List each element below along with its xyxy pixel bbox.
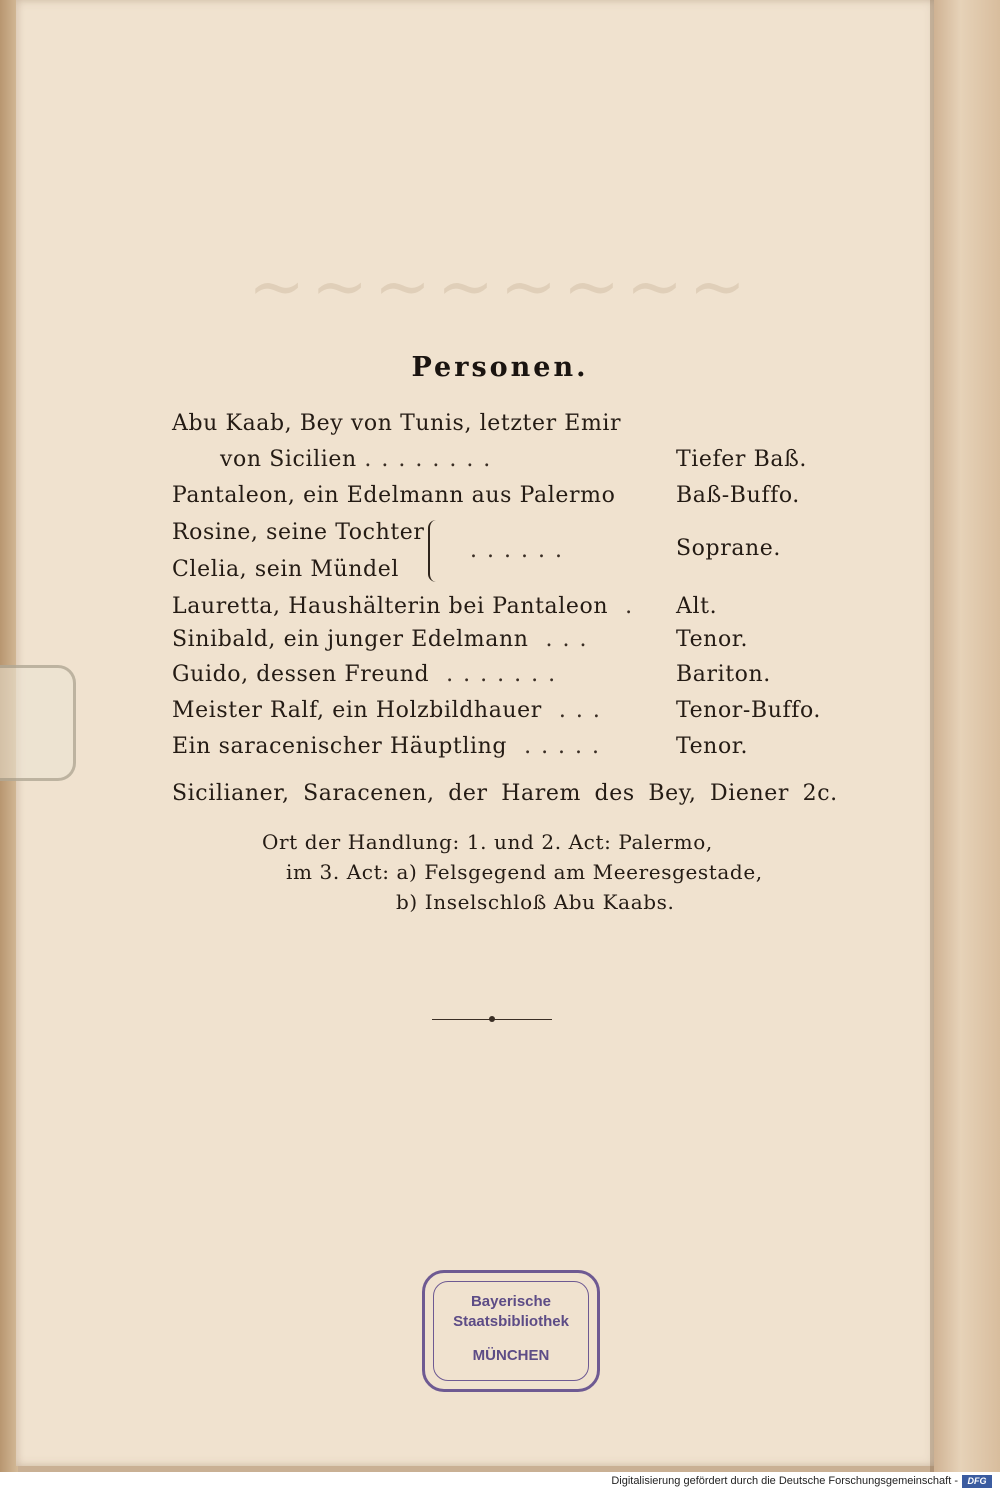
stamp-line: Staatsbibliothek bbox=[453, 1313, 569, 1330]
cast-role: Rosine, seine Tochter bbox=[172, 520, 425, 545]
stamp-line: Bayerische bbox=[470, 1293, 552, 1310]
footer-bar bbox=[0, 1472, 1000, 1492]
cast-voice: Tenor-Buffo. bbox=[676, 698, 822, 723]
stamp-line: MÜNCHEN bbox=[472, 1347, 550, 1364]
leader-dots: ........ bbox=[364, 447, 501, 472]
dfg-logo: DFG bbox=[962, 1475, 992, 1488]
cast-role: Abu Kaab, Bey von Tunis, letzter Emir bbox=[172, 411, 622, 436]
cast-role: Sinibald, ein junger Edelmann ... bbox=[172, 627, 597, 652]
leader-dots: ...... bbox=[470, 538, 572, 563]
ornamental-rule-dot bbox=[489, 1016, 495, 1022]
setting-line: Ort der Handlung: 1. und 2. Act: Palermo, bbox=[262, 830, 713, 854]
page-heading: Personen. bbox=[411, 352, 589, 383]
grouping-brace bbox=[428, 520, 440, 582]
setting-line: im 3. Act: a) Felsgegend am Meeresgestade, bbox=[286, 860, 763, 884]
cast-role: von Sicilien ........ bbox=[220, 447, 501, 472]
cast-voice: Bariton. bbox=[676, 662, 771, 687]
cast-role: Ein saracenischer Häuptling ..... bbox=[172, 734, 610, 759]
cast-voice: Baß-Buffo. bbox=[676, 483, 800, 508]
library-stamp bbox=[422, 1270, 600, 1392]
setting-line: b) Inselschloß Abu Kaabs. bbox=[396, 890, 675, 914]
cast-role: Meister Ralf, ein Holzbildhauer ... bbox=[172, 698, 610, 723]
cast-voice: Tiefer Baß. bbox=[676, 447, 807, 472]
chorus-line: Sicilianer, Saracenen, der Harem des Bey, Diener 2c. bbox=[172, 781, 838, 806]
footer-credit: Digitalisierung gefördert durch die Deutsche Forschungsgemeinschaft - bbox=[611, 1475, 958, 1487]
cast-role: Clelia, sein Mündel bbox=[172, 557, 399, 582]
cast-voice: Tenor. bbox=[676, 734, 749, 759]
cast-role: Lauretta, Haushälterin bei Pantaleon . bbox=[172, 594, 643, 619]
cast-voice: Alt. bbox=[676, 594, 718, 619]
cast-role: Guido, dessen Freund ....... bbox=[172, 662, 566, 687]
cast-voice: Tenor. bbox=[676, 627, 749, 652]
cast-voice: Soprane. bbox=[676, 536, 782, 561]
cast-role: Pantaleon, ein Edelmann aus Palermo bbox=[172, 483, 616, 508]
show-through-title: ~~~~~~~~ bbox=[248, 248, 752, 327]
